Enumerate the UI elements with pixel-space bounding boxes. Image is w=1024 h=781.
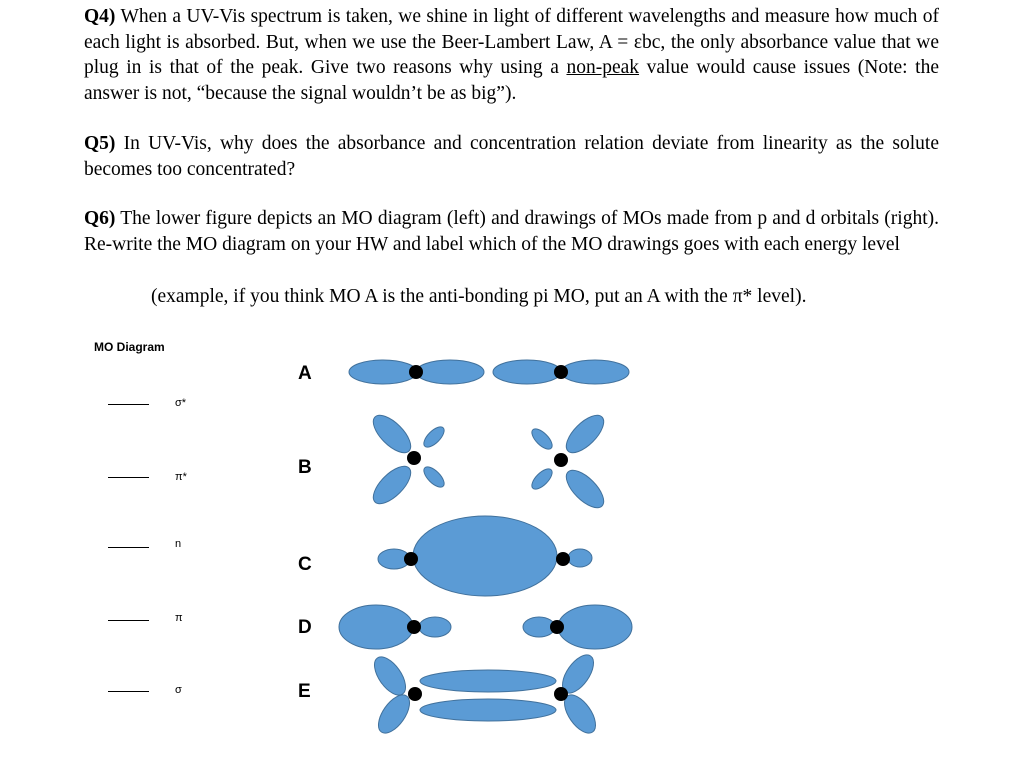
mo-d-lobe	[558, 605, 632, 649]
mo-b-lobe	[421, 464, 448, 491]
mo-b-lobe	[421, 424, 448, 451]
energy-level-label-sigma-star: σ*	[175, 397, 187, 409]
mo-a-lobe	[493, 360, 561, 384]
question-6-text: The lower figure depicts an MO diagram (left) and drawings of MOs made from p and d orbitals (right). Re-write the MO diagram on your HW and label which of the MO drawings goes with each energy level	[84, 208, 939, 255]
question-4-label: Q4)	[84, 6, 116, 27]
mo-b-lobe	[529, 466, 556, 493]
mo-drawing-b	[367, 409, 609, 513]
mo-letter-c: C	[298, 554, 312, 575]
question-4-text: When a UV-Vis spectrum is taken, we shine in light of different wavelengths and measure how much of each light is absorbed. But, when we use the Beer-Lambert Law, A = εbc, the only absorbance value that we plug in is that of the peak. Give two reasons why using a	[84, 6, 939, 78]
mo-letter-d: D	[298, 617, 312, 638]
mo-b-lobe	[367, 409, 416, 458]
mo-drawing-d	[339, 605, 632, 649]
energy-level-label-pi: π	[175, 612, 183, 624]
mo-a-lobe	[349, 360, 417, 384]
question-5-text: In UV-Vis, why does the absorbance and concentration relation deviate from linearity as the solute becomes too concentrated?	[84, 133, 939, 180]
mo-letter-b: B	[298, 457, 312, 478]
mo-e-lobe	[420, 670, 556, 692]
mo-c-nucleus	[556, 552, 570, 566]
mo-letter-a: A	[298, 363, 312, 384]
mo-d-nucleus	[407, 620, 421, 634]
question-6-label: Q6)	[84, 208, 116, 229]
question-5-label: Q5)	[84, 133, 116, 154]
mo-d-lobe	[419, 617, 451, 637]
mo-drawing-a	[349, 360, 629, 384]
mo-e-nucleus	[554, 687, 568, 701]
energy-level-label-n: n	[175, 538, 182, 550]
mo-letter-e: E	[298, 681, 311, 702]
mo-b-lobe	[367, 460, 416, 509]
mo-e-lobe	[368, 652, 411, 701]
energy-level-label-sigma: σ	[175, 684, 182, 696]
mo-b-lobe	[560, 464, 609, 513]
mo-b-nucleus	[554, 453, 568, 467]
mo-b-nucleus	[407, 451, 421, 465]
question-6-example: (example, if you think MO A is the anti-bonding pi MO, put an A with the π* level).	[151, 286, 807, 307]
energy-level-label-pi-star: π*	[175, 471, 187, 483]
mo-c-nucleus	[404, 552, 418, 566]
mo-c-lobe	[413, 516, 557, 596]
question-4-text-end: value would cause issues (Note: the answer is not, “because the signal wouldn’t be as big”).	[84, 57, 939, 104]
mo-b-lobe	[560, 409, 609, 458]
mo-d-lobe	[339, 605, 413, 649]
mo-d-nucleus	[550, 620, 564, 634]
question-4-underlined: non-peak	[566, 57, 640, 78]
mo-c-lobe	[568, 549, 592, 567]
mo-a-nucleus	[409, 365, 423, 379]
mo-a-lobe	[561, 360, 629, 384]
mo-diagram-title: MO Diagram	[94, 340, 165, 354]
mo-b-lobe	[529, 426, 556, 453]
mo-a-nucleus	[554, 365, 568, 379]
mo-a-lobe	[416, 360, 484, 384]
mo-e-lobe	[420, 699, 556, 721]
mo-e-nucleus	[408, 687, 422, 701]
